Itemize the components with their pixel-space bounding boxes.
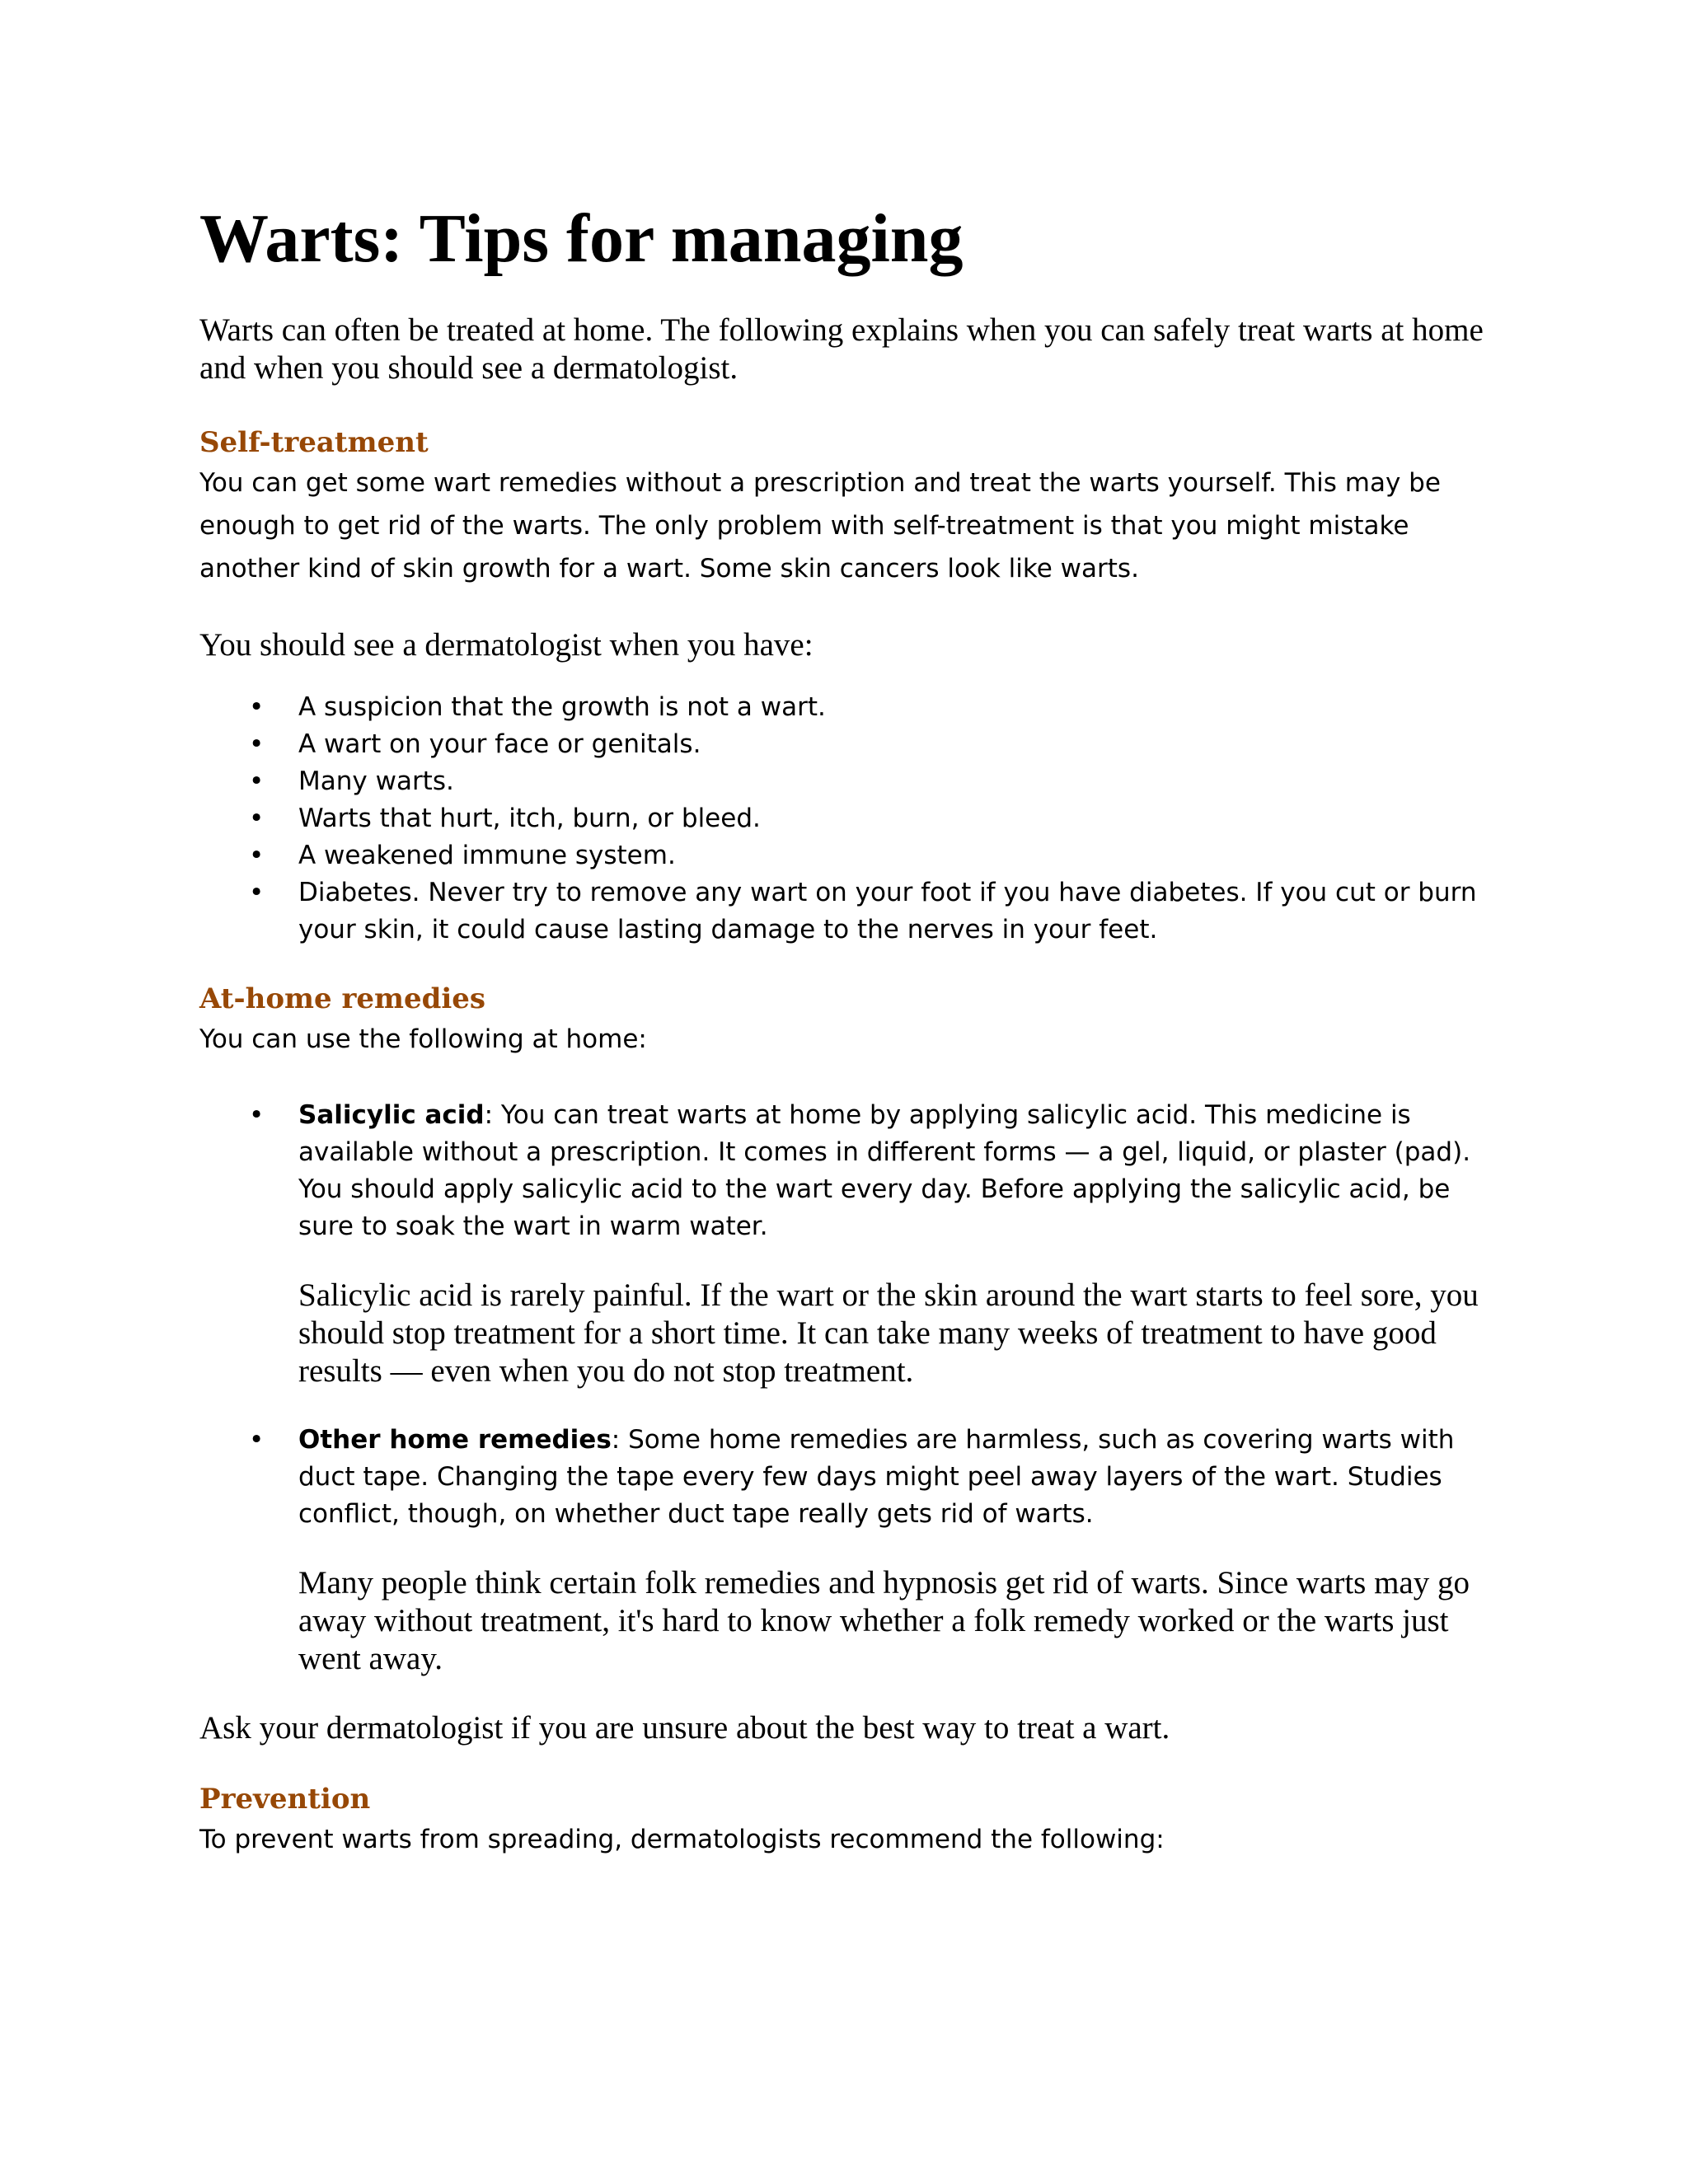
- page-title: Warts: Tips for managing: [199, 200, 964, 277]
- list-item: • Many warts.: [298, 763, 1485, 800]
- bullet-icon: •: [249, 1425, 265, 1455]
- at-home-remedies-heading: At-home remedies: [199, 982, 486, 1015]
- at-home-remedies-list: [199, 1097, 1485, 1678]
- remedy-note: Salicylic acid is rarely painful. If the wart or the skin around the wart starts to feel sore, you should stop treatment for a short time. It can take many weeks of treatment to have good results — even when you do not stop treatment.: [298, 1277, 1479, 1389]
- bullet-icon: •: [249, 729, 265, 759]
- list-item: • Diabetes. Never try to remove any wart on your foot if you have diabetes. If you cut or burn your skin, it could cause lasting damage to the nerves in your feet.: [298, 874, 1485, 949]
- list-item: • A wart on your face or genitals.: [298, 726, 1485, 763]
- remedy-description: Other home remedies: Some home remedies are harmless, such as covering warts with duct tape. Changing the tape every few days might peel away layers of the wart. Studies conflict, though, on whether duct tape really gets rid of warts.: [298, 1425, 1455, 1529]
- list-item: • A weakened immune system.: [298, 837, 1485, 874]
- self-treatment-heading: Self-treatment: [199, 426, 429, 459]
- bullet-icon: •: [249, 1100, 265, 1130]
- bullet-icon: •: [249, 766, 265, 796]
- list-item-other-home-remedies: [249, 1422, 1485, 1678]
- document-page: [199, 198, 1485, 1861]
- bullet-icon: •: [249, 878, 265, 907]
- bullet-icon: •: [249, 804, 265, 833]
- see-dermatologist-lead: You should see a dermatologist when you have:: [199, 627, 814, 663]
- list-item: • A suspicion that the growth is not a wart.: [298, 689, 1485, 726]
- intro-paragraph: Warts can often be treated at home. The following explains when you can safely treat warts at home and when you should see a dermatologist.: [199, 312, 1484, 386]
- self-treatment-body: You can get some wart remedies without a prescription and treat the warts yourself. This may be enough to get rid of the warts. The only problem with self-treatment is that you might mistake another kind of skin growth for a wart. Some skin cancers look like warts.: [199, 468, 1441, 583]
- bullet-icon: •: [249, 692, 265, 722]
- remedy-term: Salicylic acid: [298, 1100, 485, 1130]
- remedy-note: Many people think certain folk remedies and hypnosis get rid of warts. Since warts may go away without treatment, it's hard to know whether a folk remedy worked or the warts just went away.: [298, 1565, 1470, 1676]
- list-item: • Warts that hurt, itch, burn, or bleed.: [298, 800, 1485, 837]
- at-home-remedies-lead: You can use the following at home:: [199, 1024, 647, 1054]
- see-dermatologist-list: [199, 689, 1485, 949]
- prevention-heading: Prevention: [199, 1783, 371, 1816]
- list-item-salicylic-acid: [249, 1097, 1485, 1390]
- closing-paragraph: Ask your dermatologist if you are unsure about the best way to treat a wart.: [199, 1710, 1170, 1746]
- remedy-term: Other home remedies: [298, 1425, 612, 1455]
- remedy-description: Salicylic acid: You can treat warts at home by applying salicylic acid. This medicine is available without a prescription. It comes in different forms — a gel, liquid, or plaster (pad). You should apply salicylic acid to the wart every day. Before applying the salicylic acid, be sure to soak the wart in warm water.: [298, 1100, 1471, 1241]
- prevention-lead: To prevent warts from spreading, dermatologists recommend the following:: [199, 1825, 1165, 1854]
- bullet-icon: •: [249, 841, 265, 870]
